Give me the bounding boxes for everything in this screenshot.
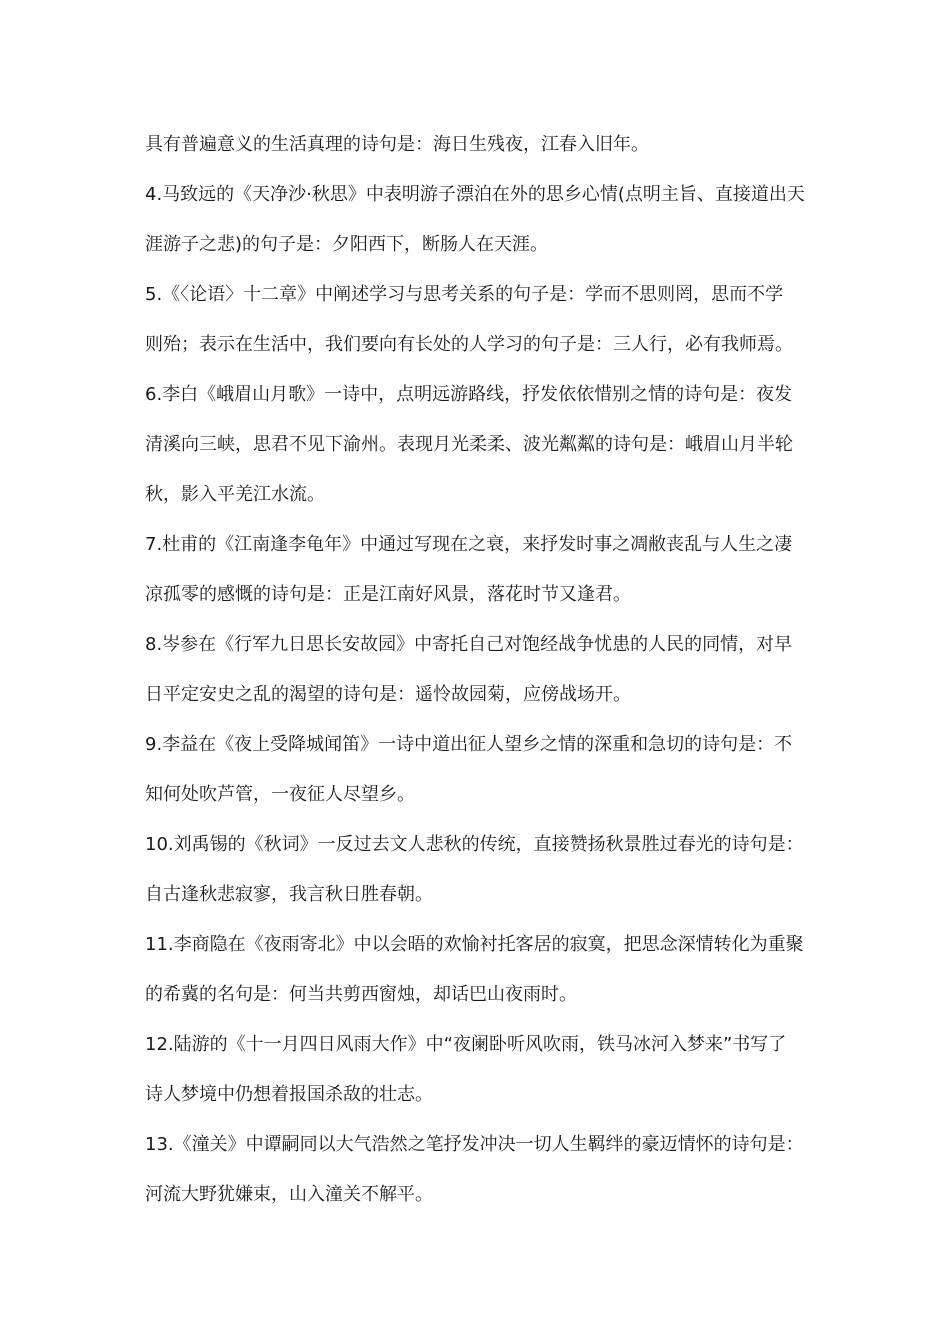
- text-line: 诗人梦境中仍想着报国杀敌的壮志。: [145, 1084, 433, 1105]
- text-line: 9.李益在《夜上受降城闻笛》一诗中道出征人望乡之情的深重和急切的诗句是：不: [145, 734, 793, 755]
- text-line: 知何处吹芦管，一夜征人尽望乡。: [145, 784, 415, 805]
- text-line: 6.李白《峨眉山月歌》一诗中，点明远游路线，抒发依依惜别之情的诗句是：夜发: [145, 384, 793, 405]
- text-line: 11.李商隐在《夜雨寄北》中以会晤的欢愉衬托客居的寂寞，把思念深情转化为重聚: [145, 934, 804, 955]
- text-line: 8.岑参在《行军九日思长安故园》中寄托自己对饱经战争忧患的人民的同情，对早: [145, 634, 793, 655]
- text-line: 清溪向三峡，思君不见下渝州。表现月光柔柔、波光粼粼的诗句是：峨眉山月半轮: [145, 434, 793, 455]
- text-line: 凉孤零的感慨的诗句是：正是江南好风景，落花时节又逢君。: [145, 584, 631, 605]
- text-line: 的希冀的名句是：何当共剪西窗烛，却话巴山夜雨时。: [145, 984, 577, 1005]
- text-line: 日平定安史之乱的渴望的诗句是：遥怜故园菊，应傍战场开。: [145, 684, 631, 705]
- text-line: 具有普遍意义的生活真理的诗句是：海日生残夜，江春入旧年。: [145, 134, 649, 155]
- text-line: 河流大野犹嫌束，山入潼关不解平。: [145, 1184, 433, 1205]
- text-line: 秋，影入平羌江水流。: [145, 484, 325, 505]
- text-line: 涯游子之悲)的句子是：夕阳西下，断肠人在天涯。: [145, 234, 549, 255]
- text-line: 自古逢秋悲寂寥，我言秋日胜春朝。: [145, 884, 433, 905]
- text-line: 5.《〈论语〉十二章》中阐述学习与思考关系的句子是：学而不思则罔，思而不学: [145, 284, 784, 305]
- text-line: 10.刘禹锡的《秋词》一反过去文人悲秋的传统，直接赞扬秋景胜过春光的诗句是：: [145, 834, 804, 855]
- text-line: 则殆；表示在生活中，我们要向有长处的人学习的句子是：三人行，必有我师焉。: [145, 334, 793, 355]
- document-body: [145, 120, 817, 1220]
- text-line: 13.《潼关》中谭嗣同以大气浩然之笔抒发冲决一切人生羁绊的豪迈情怀的诗句是：: [145, 1134, 804, 1155]
- text-line: 12.陆游的《十一月四日风雨大作》中“夜阑卧听风吹雨，铁马冰河入梦来”书写了: [145, 1034, 787, 1055]
- text-line: 7.杜甫的《江南逢李龟年》中通过写现在之衰，来抒发时事之凋敝丧乱与人生之凄: [145, 534, 793, 555]
- text-line: 4.马致远的《天净沙·秋思》中表明游子漂泊在外的思乡心情(点明主旨、直接道出天: [145, 184, 805, 205]
